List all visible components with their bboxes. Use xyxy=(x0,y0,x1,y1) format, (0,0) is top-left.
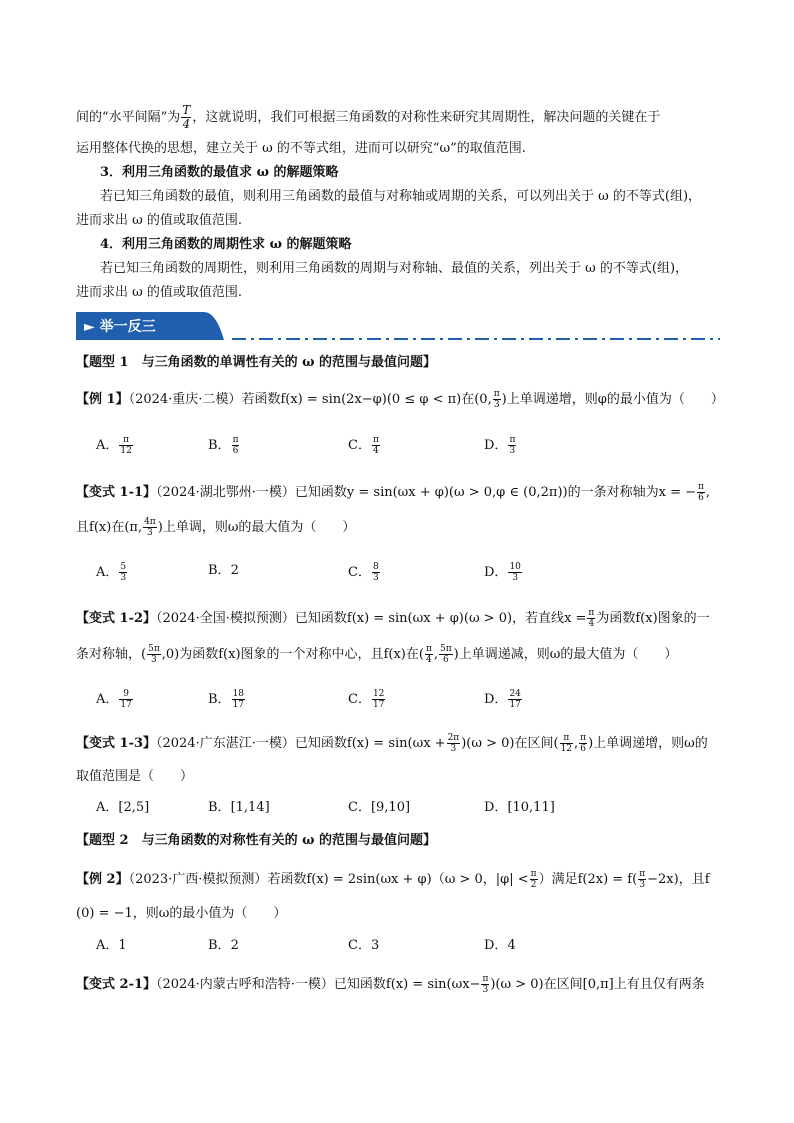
option-value: 3 xyxy=(370,938,380,953)
option-a[interactable] xyxy=(96,562,128,583)
option-b[interactable] xyxy=(208,799,270,817)
strategy-3-heading: 3．利用三角函数的最值求 ω 的解题策略 xyxy=(100,165,339,180)
frac-denominator: 2 xyxy=(530,880,537,890)
frac-numerator: T xyxy=(182,103,191,117)
math-comma: , xyxy=(433,647,439,662)
option-a[interactable] xyxy=(96,937,127,955)
example-2-tag: 【例 2】 xyxy=(76,872,129,887)
option-letter: D． xyxy=(484,565,508,580)
option-fraction xyxy=(508,689,521,710)
text: 已知函数 xyxy=(294,611,347,626)
frac-numerator: π xyxy=(560,733,573,744)
math-fraction xyxy=(493,389,501,410)
text: 图象的一 xyxy=(657,611,710,626)
option-letter: A． xyxy=(96,692,119,707)
frac-denominator: 3 xyxy=(120,573,127,583)
frac-denominator: 17 xyxy=(372,700,385,710)
frac-numerator: π xyxy=(698,482,704,492)
text: 若函数 xyxy=(241,392,281,407)
intro-line-2: 运用整体代换的思想，建立关于 ω 的不等式组，进而可以研究“ω”的取值范围. xyxy=(76,141,526,156)
option-a[interactable] xyxy=(96,435,134,456)
text: 在区间 xyxy=(543,977,583,992)
math-fraction xyxy=(638,869,646,890)
text: 且 xyxy=(76,520,90,535)
option-fraction xyxy=(232,435,240,456)
option-fraction xyxy=(232,689,245,710)
math-interval: (0, xyxy=(474,392,492,407)
math-expr: f(x) xyxy=(218,647,241,662)
text: , xyxy=(705,485,711,500)
text: 的一条对称轴为 xyxy=(567,485,659,500)
variant-1-2-tag: 【变式 1-2】 xyxy=(76,611,157,626)
math-close: ) xyxy=(157,520,163,535)
frac-numerator: π xyxy=(232,435,239,445)
math-expr: （ω > 0，|φ| < xyxy=(431,872,529,887)
intro-text-a: 间的“水平间隔”为 xyxy=(76,110,181,125)
frac-denominator: 6 xyxy=(580,744,586,754)
frac-numerator: π xyxy=(482,974,489,984)
frac-denominator: 4 xyxy=(588,619,595,629)
variant-1-2-line-2 xyxy=(76,644,677,665)
variant-1-3-line-2: 取值范围是（ ） xyxy=(76,769,194,784)
frac-numerator: 8 xyxy=(372,562,379,572)
math-expr: −2x) xyxy=(647,872,679,887)
option-fraction xyxy=(372,435,380,456)
math-interval: (π, xyxy=(124,520,143,535)
math-fraction xyxy=(143,517,157,538)
variant-1-1-tag: 【变式 1-1】 xyxy=(76,485,157,500)
frac-numerator: π xyxy=(639,869,646,879)
math-close: ,0) xyxy=(161,647,180,662)
frac-denominator: 12 xyxy=(120,446,132,456)
math-close: ) xyxy=(588,736,594,751)
text: 已知函数 xyxy=(333,977,386,992)
frac-denominator: 6 xyxy=(698,493,704,503)
option-letter: C． xyxy=(348,565,371,580)
strategy-4-body-1: 若已知三角函数的周期性，则利用三角函数的周期与对称轴、最值的关系，列出关于 ω 的不等式(组)， xyxy=(100,261,689,276)
option-letter: D． xyxy=(484,800,508,815)
math-expr: f(x) = sin(2x−φ)(0 ≤ φ < π) xyxy=(280,392,462,407)
option-d[interactable] xyxy=(484,435,517,456)
option-value: [1,14] xyxy=(230,800,270,815)
frac-numerator: π xyxy=(588,608,595,618)
frac-denominator: 3 xyxy=(493,400,500,410)
math-comma: , xyxy=(574,736,579,751)
option-value: [2,5] xyxy=(118,800,150,815)
option-value: 4 xyxy=(507,938,516,953)
intro-line-1 xyxy=(76,104,660,131)
variant-2-1-line-1 xyxy=(76,974,705,995)
variant-1-1-line-2 xyxy=(76,517,355,538)
text: ，且 xyxy=(678,872,705,887)
text: 在 xyxy=(461,392,475,407)
math-expr: )(ω > 0) xyxy=(490,977,544,992)
frac-denominator: 4 xyxy=(182,117,191,131)
option-c[interactable] xyxy=(348,937,379,955)
math-axis: x = − xyxy=(658,485,696,500)
option-letter: C． xyxy=(348,800,371,815)
option-fraction xyxy=(508,562,521,583)
variant-1-2-line-1 xyxy=(76,608,710,629)
option-value: 2 xyxy=(230,563,239,578)
math-expr: f(x) = 2sin(ωx + φ) xyxy=(306,872,432,887)
type-2-title: 【题型 2 与三角函数的对称性有关的 ω 的范围与最值问题】 xyxy=(76,833,437,848)
banner-dash-line xyxy=(232,337,720,341)
frac-numerator: 9 xyxy=(119,689,132,700)
intro-text-b: ，这就说明，我们可根据三角函数的对称性来研究其周期性，解决问题的关键在于 xyxy=(192,110,661,125)
option-d[interactable] xyxy=(484,562,523,583)
option-c[interactable] xyxy=(348,562,381,583)
math-interval: [0,π] xyxy=(582,977,614,992)
math-expr: (0) = −1 xyxy=(76,906,133,921)
math-expr: f(x) = sin(ωx + φ)(ω > 0) xyxy=(346,611,513,626)
math-expr: f xyxy=(704,872,710,887)
frac-numerator: π xyxy=(493,389,500,399)
frac-denominator: 17 xyxy=(232,700,245,710)
variant-1-3-line-1 xyxy=(76,733,708,754)
variant-source: （2024·全国·模拟预测） xyxy=(156,611,295,626)
option-letter: C． xyxy=(348,438,371,453)
option-letter: B． xyxy=(208,692,231,707)
math-open: ( xyxy=(141,647,147,662)
option-value: 2 xyxy=(230,938,239,953)
text: 在 xyxy=(111,520,125,535)
variant-source: （2024·内蒙古呼和浩特·一模） xyxy=(156,977,334,992)
frac-denominator: 4 xyxy=(426,655,432,665)
option-d[interactable] xyxy=(484,937,516,955)
math-fraction xyxy=(447,733,461,754)
frac-numerator: 10 xyxy=(509,562,521,572)
text: 已知函数 xyxy=(294,736,347,751)
option-fraction xyxy=(119,562,127,583)
math-fraction xyxy=(587,608,595,629)
math-expr: f(x) = sin(ωx− xyxy=(385,977,481,992)
math-fraction xyxy=(579,733,587,754)
strategy-3-body-1: 若已知三角函数的最值，则利用三角函数的最值与对称轴或周期的关系，可以列出关于 ω 的不等式(组)， xyxy=(100,189,702,204)
frac-denominator: 3 xyxy=(450,744,457,754)
strategy-4-heading: 4．利用三角函数的周期性求 ω 的解题策略 xyxy=(100,237,352,252)
text: 若函数 xyxy=(267,872,307,887)
option-letter: B． xyxy=(208,438,231,453)
math-fraction xyxy=(697,482,705,503)
frac-numerator: 5π xyxy=(440,644,452,654)
math-fraction xyxy=(481,974,489,995)
example-2-line-1 xyxy=(76,869,710,890)
frac-numerator: 2π xyxy=(447,733,460,743)
math-fraction xyxy=(425,644,433,665)
option-b[interactable] xyxy=(208,435,240,456)
option-letter: D． xyxy=(484,692,508,707)
frac-denominator: 4 xyxy=(373,446,379,456)
option-letter: A． xyxy=(96,565,119,580)
frac-denominator: 3 xyxy=(512,573,519,583)
option-fraction xyxy=(372,689,385,710)
option-letter: B． xyxy=(208,800,231,815)
frac-denominator: 3 xyxy=(372,573,379,583)
frac-denominator: 17 xyxy=(120,700,132,710)
option-value: [10,11] xyxy=(507,800,555,815)
option-b[interactable] xyxy=(208,562,239,580)
frac-denominator: 3 xyxy=(639,880,646,890)
text: 图象的一个对称中心，且 xyxy=(240,647,384,662)
option-letter: C． xyxy=(348,938,371,953)
frac-denominator: 12 xyxy=(560,744,573,754)
math-expr: y = sin(ωx + φ)(ω > 0,φ ∈ (0,2π)) xyxy=(346,485,568,500)
variant-1-3-tag: 【变式 1-3】 xyxy=(76,736,157,751)
option-letter: B． xyxy=(208,563,231,578)
option-letter: D． xyxy=(484,938,508,953)
variant-source: （2024·湖北鄂州·一模） xyxy=(156,485,295,500)
math-expr: f(x) xyxy=(89,520,112,535)
text: 在区间 xyxy=(514,736,554,751)
option-letter: A． xyxy=(96,438,119,453)
option-a[interactable] xyxy=(96,799,149,817)
text: ，若直线 xyxy=(512,611,565,626)
strategy-4-body-2: 进而求出 ω 的值或取值范围. xyxy=(76,285,242,300)
math-fraction xyxy=(147,644,161,665)
text: 已知函数 xyxy=(294,485,347,500)
text: 为函数 xyxy=(179,647,219,662)
example-1-line xyxy=(76,389,724,410)
text: ） xyxy=(538,872,552,887)
math-fraction xyxy=(560,733,573,754)
math-expr: f(x) = sin(ωx + xyxy=(346,736,446,751)
frac-denominator: 6 xyxy=(232,446,239,456)
section-banner-label: ► 举一反三 xyxy=(84,319,156,335)
math-fraction xyxy=(439,644,453,665)
frac-numerator: π xyxy=(372,435,379,445)
option-fraction xyxy=(372,562,380,583)
option-fraction xyxy=(119,689,132,710)
option-letter: A． xyxy=(96,800,119,815)
text: 上单调递减，则ω的最大值为（ ） xyxy=(458,647,678,662)
option-c[interactable] xyxy=(348,435,381,456)
frac-denominator: 6 xyxy=(442,655,449,665)
type-1-title: 【题型 1 与三角函数的单调性有关的 ω 的范围与最值问题】 xyxy=(76,355,437,370)
option-a[interactable] xyxy=(96,689,134,710)
option-b[interactable] xyxy=(208,937,239,955)
frac-numerator: π xyxy=(509,435,516,445)
text: 条对称轴， xyxy=(76,647,142,662)
math-expr: x = xyxy=(564,611,587,626)
frac-numerator: π xyxy=(530,869,537,879)
example-1-source: （2024·重庆·二模） xyxy=(128,392,242,407)
option-fraction xyxy=(119,435,132,456)
example-2-line-2 xyxy=(76,905,286,923)
frac-numerator: π xyxy=(580,733,587,743)
math-expr: )(ω > 0) xyxy=(461,736,515,751)
frac-numerator: 24 xyxy=(509,689,521,699)
option-letter: A． xyxy=(96,938,119,953)
option-b[interactable] xyxy=(208,689,246,710)
math-expr: f(x) xyxy=(383,647,406,662)
example-source: （2023·广西·模拟预测） xyxy=(128,872,268,887)
option-letter: B． xyxy=(208,938,231,953)
text: 上有且仅有两条 xyxy=(613,977,705,992)
text: 为函数 xyxy=(596,611,636,626)
math-expr: f(2x) = f( xyxy=(577,872,638,887)
option-d[interactable] xyxy=(484,799,555,817)
example-1-tag: 【例 1】 xyxy=(76,392,129,407)
frac-denominator: 3 xyxy=(482,985,489,995)
text: 在 xyxy=(405,647,419,662)
frac-numerator: 5 xyxy=(120,562,127,572)
option-c[interactable] xyxy=(348,689,386,710)
variant-1-1-line-1 xyxy=(76,482,710,503)
text: ，则ω的最小值为（ ） xyxy=(132,906,287,921)
math-open: ( xyxy=(418,647,424,662)
option-letter: C． xyxy=(348,692,371,707)
frac-denominator: 3 xyxy=(151,655,157,665)
strategy-3-body-2: 进而求出 ω 的值或取值范围. xyxy=(76,213,242,228)
option-c[interactable] xyxy=(348,799,410,817)
frac-numerator: π xyxy=(425,644,432,654)
text: 满足 xyxy=(551,872,578,887)
frac-numerator: π xyxy=(119,435,132,446)
variant-source: （2024·广东湛江·一模） xyxy=(156,736,295,751)
frac-denominator: 17 xyxy=(509,700,521,710)
frac-denominator: 3 xyxy=(509,446,516,456)
frac-numerator: 18 xyxy=(232,689,245,699)
frac-denominator: 3 xyxy=(147,528,153,538)
math-expr: f(x) xyxy=(635,611,658,626)
math-close: ) xyxy=(453,647,459,662)
text: 上单调递增，则ω的 xyxy=(593,736,708,751)
option-value: [9,10] xyxy=(370,800,411,815)
option-d[interactable] xyxy=(484,689,523,710)
text: 上单调递增，则φ的最小值为（ ） xyxy=(506,392,724,407)
math-open: ( xyxy=(553,736,559,751)
math-close: ) xyxy=(501,392,507,407)
text: 上单调，则ω的最大值为（ ） xyxy=(162,520,356,535)
option-letter: D． xyxy=(484,438,508,453)
option-value: 1 xyxy=(118,938,127,953)
variant-2-1-tag: 【变式 2-1】 xyxy=(76,977,157,992)
frac-numerator: 4π xyxy=(144,517,156,527)
math-fraction xyxy=(530,869,538,890)
frac-numerator: 12 xyxy=(372,689,385,699)
period-fraction xyxy=(181,104,191,131)
option-fraction xyxy=(508,435,516,456)
frac-numerator: 5π xyxy=(148,644,160,654)
